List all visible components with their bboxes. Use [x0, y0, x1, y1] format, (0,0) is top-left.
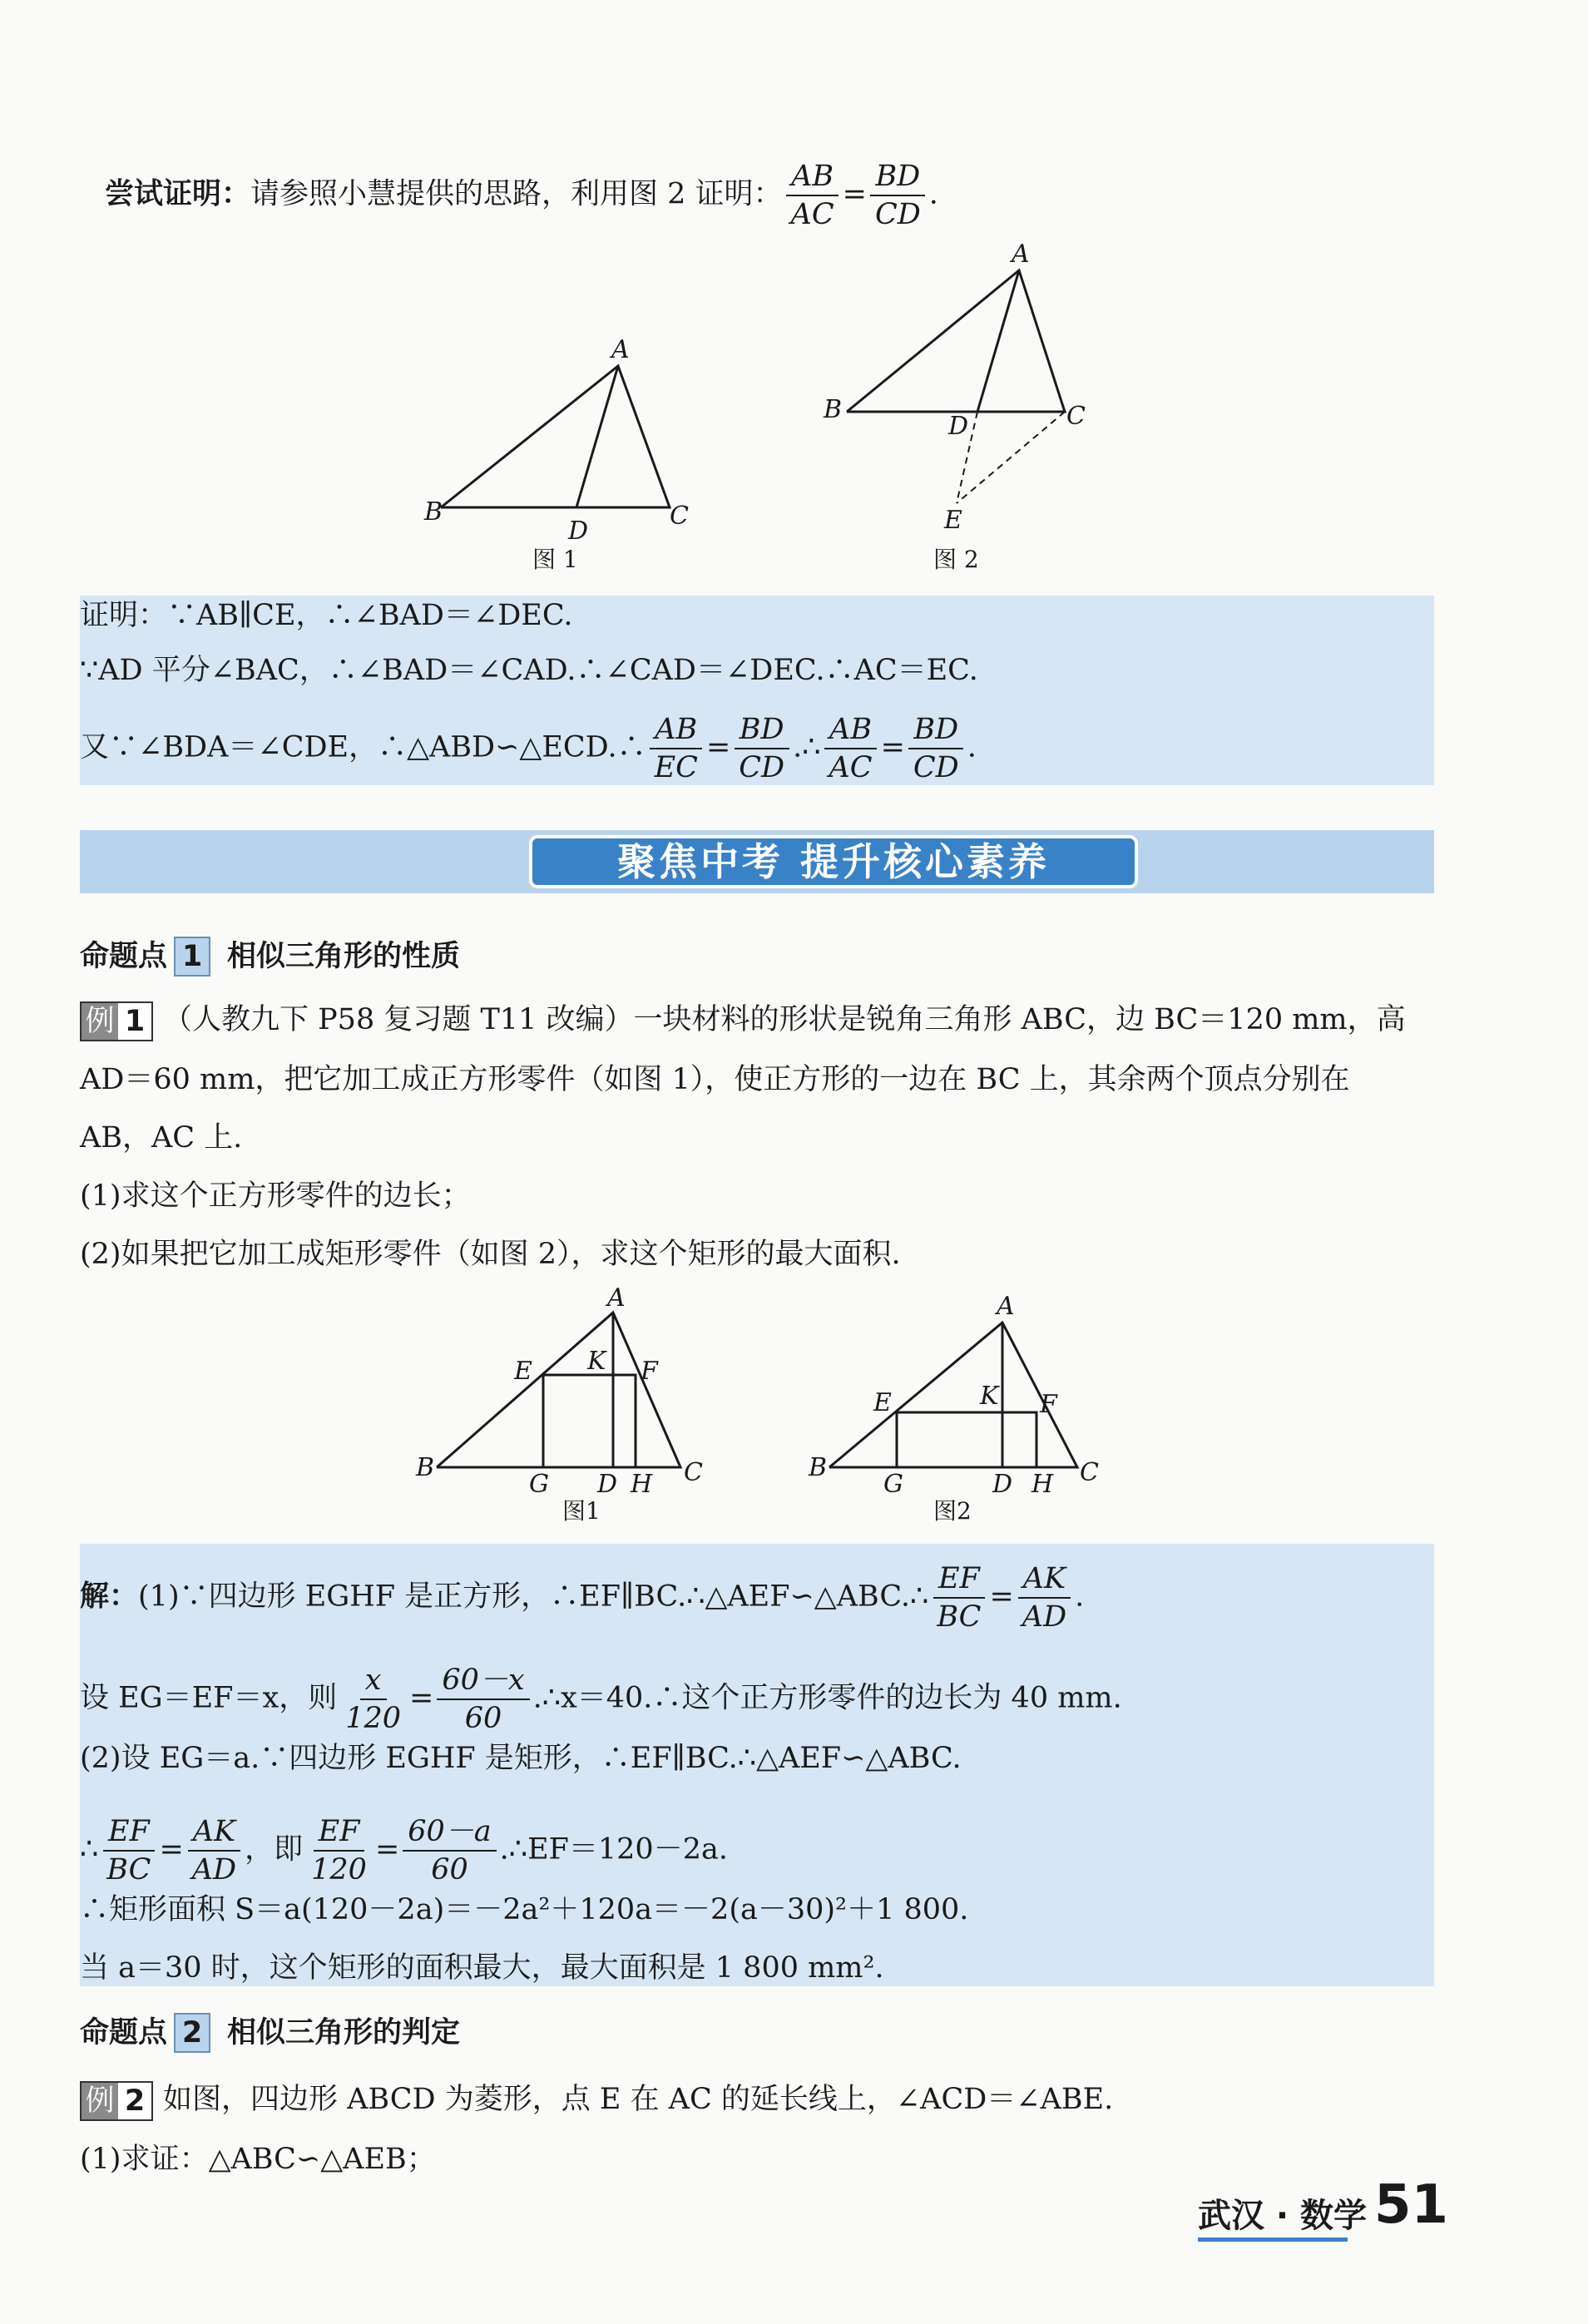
label-c: C	[670, 502, 689, 531]
denominator: AC	[790, 198, 834, 231]
example-tag-label: 例	[82, 1003, 118, 1040]
numerator: BD	[908, 711, 963, 749]
fraction	[786, 158, 839, 233]
segment-ad	[977, 270, 1019, 412]
label-a: A	[1012, 241, 1030, 269]
numerator: BD	[870, 158, 925, 196]
example-2-question-1: (1)求证：△ABC∽△AEB；	[80, 2143, 436, 2176]
denominator: EC	[654, 751, 698, 784]
numerator: EF	[933, 1560, 985, 1599]
denominator: 60	[431, 1853, 468, 1886]
figure-1-caption: 图1	[562, 1497, 601, 1525]
denominator: CD	[913, 751, 959, 784]
figure-1	[415, 1288, 703, 1525]
solution-text: ∴	[80, 1832, 99, 1867]
topic-title: 相似三角形的判定	[227, 2016, 461, 2050]
label-b: B	[824, 395, 843, 424]
banner-title: 聚焦中考 提升核心素养	[529, 835, 1138, 888]
numerator: 60－a	[403, 1813, 496, 1852]
solution-line-6: 当 a＝30 时，这个矩形的面积最大，最大面积是 1 800 mm².	[80, 1951, 884, 1985]
label-k: K	[980, 1382, 999, 1411]
denominator: 120	[345, 1702, 402, 1735]
example-1-figures	[399, 1288, 1148, 1537]
fraction	[187, 1813, 241, 1888]
example-2-line-1	[80, 2079, 1113, 2121]
equals: =	[989, 1580, 1014, 1614]
solution-text: 设 EG＝EF＝x，则	[80, 1681, 338, 1715]
solution-label: 解：	[80, 1580, 139, 1614]
denominator: BC	[106, 1853, 151, 1886]
solution-text: (1)∵四边形 EGHF 是正方形，∴EF∥BC.∴△AEF∽△ABC.∴	[138, 1580, 929, 1614]
proof-line-2: ∵AD 平分∠BAC，∴∠BAD＝∠CAD.∴∠CAD＝∠DEC.∴AC＝EC.	[80, 654, 978, 687]
label-h: H	[1031, 1470, 1054, 1499]
label-k: K	[587, 1347, 606, 1376]
example-1-line-2: AD＝60 mm，把它加工成正方形零件（如图 1），使正方形的一边在 BC 上，其余两个顶点分别在	[80, 1063, 1350, 1096]
top-figures	[399, 241, 1148, 591]
fraction	[306, 1813, 372, 1888]
numerator: AB	[650, 711, 702, 749]
equals: =	[409, 1681, 434, 1715]
solution-line-4	[80, 1813, 728, 1888]
fraction	[650, 711, 703, 786]
footer-underline	[1198, 2237, 1348, 2242]
label-f: F	[641, 1357, 658, 1386]
fraction	[932, 1560, 986, 1635]
segment-ce	[957, 412, 1065, 503]
label-e: E	[944, 506, 962, 535]
rectangle-eghf	[897, 1412, 1036, 1467]
denominator: CD	[739, 751, 785, 784]
fraction	[340, 1662, 406, 1737]
fraction	[734, 711, 789, 786]
numerator: 60－x	[437, 1662, 529, 1700]
label-b: B	[416, 1453, 435, 1482]
figure-2-caption: 图 2	[933, 546, 979, 573]
solution-text: .∴EF＝120－2a.	[499, 1832, 728, 1867]
try-proof-text: 请参照小慧提供的思路，利用图 2 证明：	[250, 177, 783, 211]
topic-number: 1	[174, 937, 210, 977]
fraction	[824, 711, 878, 786]
equals: =	[159, 1832, 184, 1867]
example-1-line-1	[80, 1000, 1406, 1041]
proof-text: 又∵∠BDA＝∠CDE，∴△ABD∽△ECD.∴	[80, 730, 646, 764]
equals: =	[705, 730, 731, 764]
topic-2-heading	[80, 2013, 460, 2053]
fraction	[403, 1813, 496, 1888]
equals: =	[374, 1832, 400, 1867]
period: .	[1075, 1580, 1085, 1614]
numerator: x	[360, 1662, 387, 1700]
label-c: C	[1066, 402, 1086, 431]
label-b: B	[424, 497, 443, 527]
try-proof-line	[105, 158, 938, 233]
try-proof-label: 尝试证明：	[105, 177, 251, 211]
label-a: A	[997, 1292, 1015, 1321]
denominator: 120	[311, 1853, 367, 1886]
fraction	[437, 1662, 529, 1737]
section-banner	[80, 830, 1434, 893]
example-1-line-3: AB，AC 上.	[80, 1121, 243, 1155]
numerator: AK	[1018, 1560, 1071, 1599]
label-a: A	[607, 1288, 626, 1313]
solution-line-5: ∴矩形面积 S＝a(120－2a)＝－2a²＋120a＝－2(a－30)²＋1 800.	[80, 1893, 969, 1926]
example-1-question-2: (2)如果把它加工成矩形零件（如图 2），求这个矩形的最大面积.	[80, 1238, 901, 1271]
solution-text: .∴x＝40.∴这个正方形零件的边长为 40 mm.	[532, 1681, 1122, 1715]
numerator: EF	[103, 1813, 155, 1852]
label-b: B	[809, 1453, 828, 1482]
numerator: AK	[188, 1813, 240, 1852]
label-h: H	[631, 1470, 653, 1499]
denominator: CD	[874, 198, 921, 231]
label-g: G	[529, 1470, 549, 1499]
denominator: AC	[829, 751, 873, 784]
topic-title: 相似三角形的性质	[227, 940, 461, 973]
label-c: C	[1080, 1458, 1099, 1487]
label-d: D	[992, 1470, 1013, 1499]
square-eghf	[543, 1375, 636, 1467]
topic-number: 2	[174, 2013, 210, 2053]
figure-2	[823, 241, 1086, 573]
fraction	[908, 711, 964, 786]
footer-text: 武汉 · 数学	[1198, 2197, 1368, 2235]
figure-1-caption: 图 1	[532, 546, 578, 573]
numerator: EF	[314, 1813, 365, 1852]
label-a: A	[611, 335, 630, 364]
label-e: E	[873, 1388, 892, 1417]
segment-ad	[576, 366, 618, 507]
numerator: AB	[824, 711, 877, 749]
example-tag-number: 2	[118, 2083, 151, 2119]
topic-label: 命题点	[80, 2016, 168, 2050]
example-text: （人教九下 P58 复习题 T11 改编）一块材料的形状是锐角三角形 ABC，边 BC＝120 mm，高	[163, 1003, 1406, 1036]
solution-line-1	[80, 1560, 1084, 1635]
fraction	[1017, 1560, 1071, 1635]
label-d: D	[597, 1470, 618, 1499]
solution-line-2	[80, 1662, 1122, 1737]
topic-label: 命题点	[80, 940, 168, 973]
label-d: D	[948, 412, 969, 441]
solution-line-3: (2)设 EG＝a.∵四边形 EGHF 是矩形，∴EF∥BC.∴△AEF∽△ABC.	[80, 1742, 962, 1775]
solution-text: ，即	[245, 1832, 304, 1867]
triangle-abc	[437, 1313, 680, 1467]
numerator: BD	[735, 711, 789, 749]
fraction	[870, 158, 926, 233]
example-tag-label: 例	[82, 2083, 118, 2119]
triangle-abc	[441, 366, 670, 507]
numerator: AB	[786, 158, 839, 196]
denominator: AD	[191, 1853, 237, 1886]
example-tag	[80, 1001, 153, 1041]
example-text: 如图，四边形 ABCD 为菱形，点 E 在 AC 的延长线上，∠ACD＝∠ABE.	[163, 2083, 1114, 2116]
example-tag	[80, 2081, 153, 2121]
triangle-abc	[847, 270, 1065, 412]
label-f: F	[1040, 1390, 1057, 1419]
figure-2	[808, 1292, 1099, 1525]
proof-line-1: 证明：∵AB∥CE，∴∠BAD＝∠DEC.	[80, 599, 573, 632]
proof-line-3	[80, 711, 977, 786]
denominator: 60	[464, 1702, 502, 1735]
therefore: .∴	[793, 730, 821, 764]
equals: =	[842, 177, 867, 211]
denominator: BC	[937, 1600, 982, 1634]
figure-1	[423, 335, 689, 573]
example-1-question-1: (1)求这个正方形零件的边长；	[80, 1179, 471, 1213]
page-number: 51	[1374, 2174, 1449, 2236]
example-tag-number: 1	[118, 1003, 151, 1040]
topic-1-heading	[80, 937, 460, 977]
period: .	[928, 177, 938, 211]
label-c: C	[684, 1458, 703, 1487]
fraction	[101, 1813, 156, 1888]
period: .	[967, 730, 977, 764]
label-g: G	[883, 1470, 903, 1499]
label-d: D	[568, 517, 589, 546]
label-e: E	[514, 1357, 532, 1386]
figure-2-caption: 图2	[933, 1497, 972, 1525]
denominator: AD	[1022, 1600, 1067, 1634]
equals: =	[880, 730, 905, 764]
